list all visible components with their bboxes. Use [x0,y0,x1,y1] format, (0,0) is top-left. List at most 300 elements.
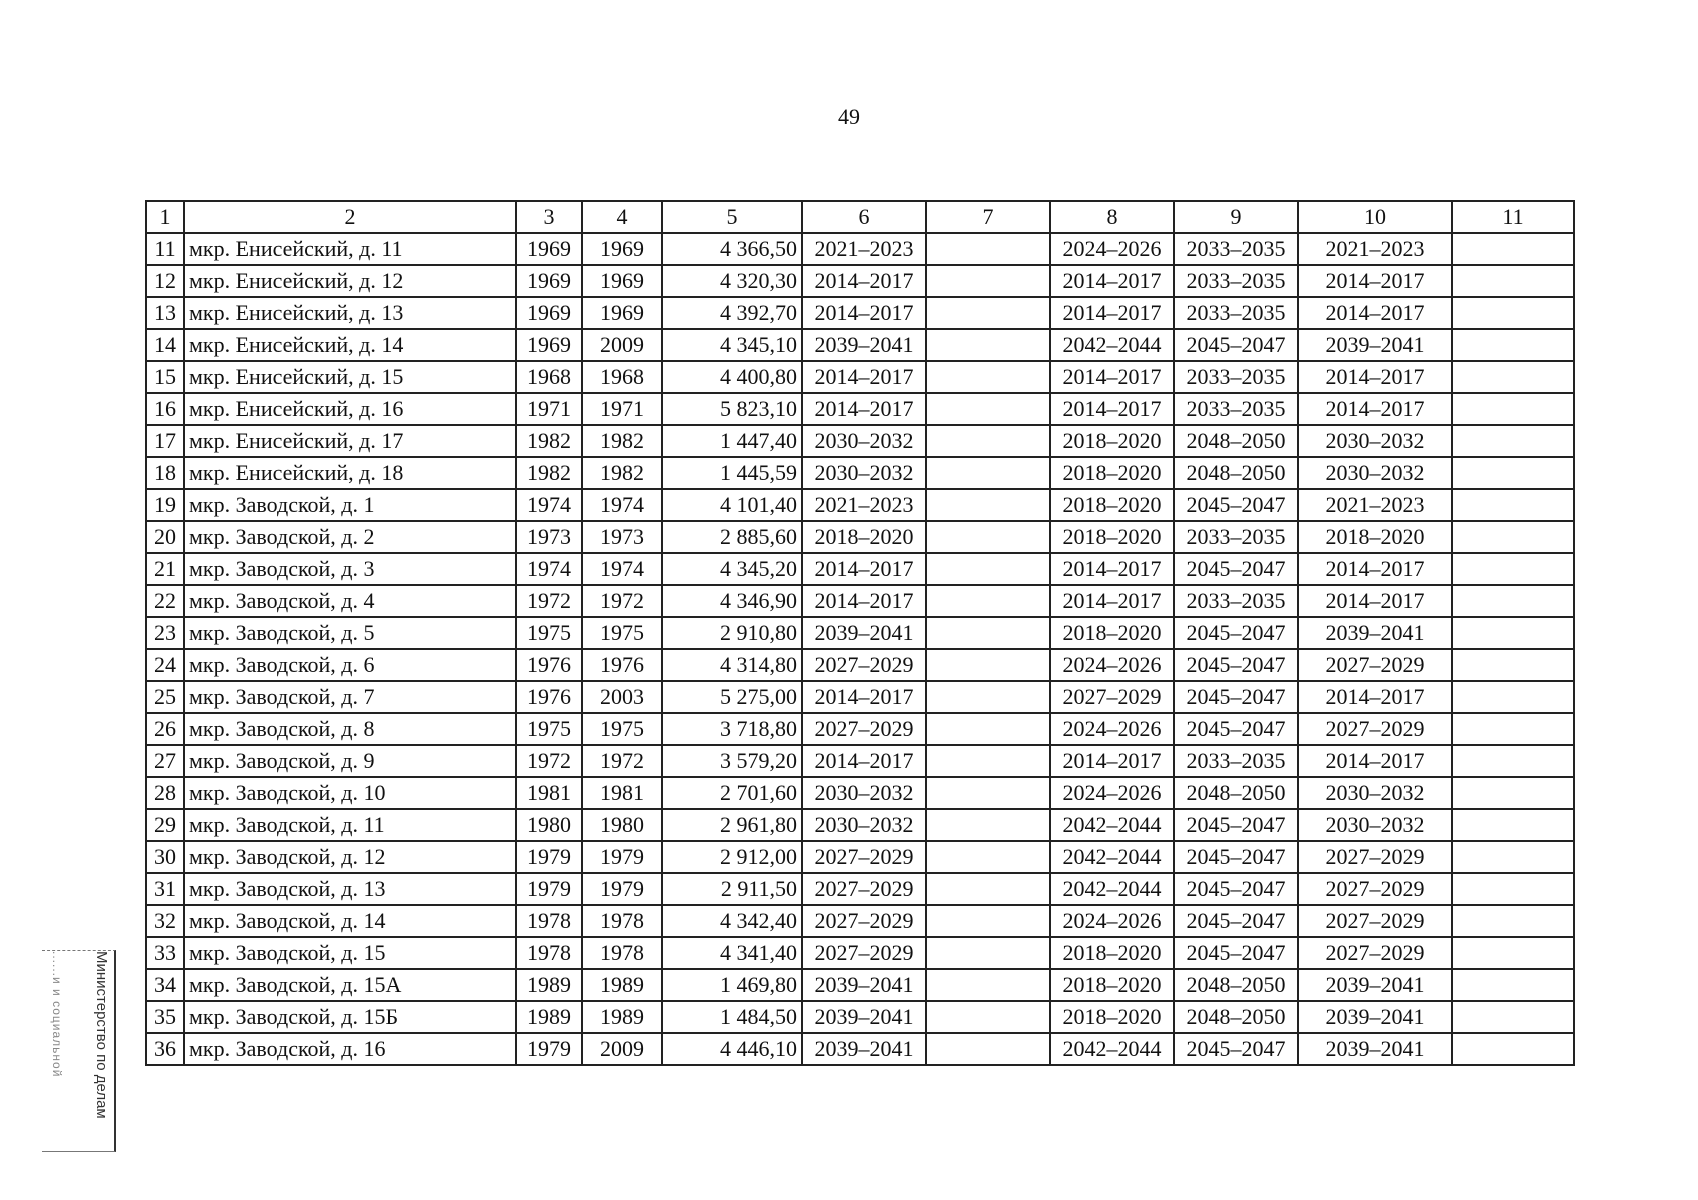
cell-period-6: 2014–2017 [802,585,926,617]
cell-year-2: 1978 [582,937,662,969]
cell-col-7 [926,745,1050,777]
table-row [146,393,1574,425]
cell-col-11 [1452,777,1574,809]
table-row [146,617,1574,649]
cell-period-9: 2048–2050 [1174,969,1298,1001]
cell-period-6: 2027–2029 [802,649,926,681]
cell-period-9: 2045–2047 [1174,905,1298,937]
table-row [146,649,1574,681]
cell-period-6: 2014–2017 [802,361,926,393]
cell-period-9: 2045–2047 [1174,617,1298,649]
cell-address: мкр. Заводской, д. 12 [184,841,516,873]
cell-address: мкр. Заводской, д. 7 [184,681,516,713]
stamp-line-1: Министерство по делам [93,951,110,1119]
cell-year-built: 1974 [516,553,582,585]
cell-period-8: 2024–2026 [1050,649,1174,681]
cell-year-2: 2009 [582,329,662,361]
column-header-10: 10 [1298,201,1452,233]
cell-period-9: 2045–2047 [1174,1033,1298,1065]
cell-address: мкр. Заводской, д. 2 [184,521,516,553]
cell-col-11 [1452,425,1574,457]
cell-col-7 [926,585,1050,617]
cell-col-7 [926,713,1050,745]
cell-period-8: 2018–2020 [1050,937,1174,969]
cell-col-11 [1452,681,1574,713]
table-row [146,521,1574,553]
cell-col-11 [1452,713,1574,745]
cell-period-6: 2027–2029 [802,905,926,937]
cell-period-6: 2039–2041 [802,329,926,361]
cell-year-built: 1972 [516,745,582,777]
cell-col-11 [1452,617,1574,649]
cell-year-2: 1979 [582,873,662,905]
cell-period-9: 2033–2035 [1174,521,1298,553]
table-row [146,1033,1574,1065]
cell-period-9: 2033–2035 [1174,585,1298,617]
cell-col-7 [926,297,1050,329]
cell-address: мкр. Енисейский, д. 11 [184,233,516,265]
cell-year-built: 1979 [516,841,582,873]
cell-year-built: 1978 [516,937,582,969]
table-body [146,233,1574,1065]
cell-period-8: 2042–2044 [1050,1033,1174,1065]
cell-period-10: 2021–2023 [1298,233,1452,265]
cell-row-number: 13 [146,297,184,329]
table-row [146,553,1574,585]
table-row [146,905,1574,937]
cell-year-built: 1979 [516,873,582,905]
cell-period-8: 2014–2017 [1050,553,1174,585]
cell-row-number: 21 [146,553,184,585]
cell-col-11 [1452,1033,1574,1065]
cell-year-2: 1980 [582,809,662,841]
cell-period-10: 2014–2017 [1298,745,1452,777]
cell-period-6: 2014–2017 [802,393,926,425]
cell-period-9: 2045–2047 [1174,489,1298,521]
table-row [146,265,1574,297]
cell-period-6: 2027–2029 [802,873,926,905]
cell-year-built: 1979 [516,1033,582,1065]
cell-address: мкр. Заводской, д. 15 [184,937,516,969]
cell-col-7 [926,809,1050,841]
cell-col-11 [1452,809,1574,841]
cell-period-6: 2039–2041 [802,1001,926,1033]
cell-year-2: 1976 [582,649,662,681]
cell-address: мкр. Заводской, д. 16 [184,1033,516,1065]
cell-period-10: 2030–2032 [1298,457,1452,489]
cell-period-10: 2014–2017 [1298,361,1452,393]
cell-period-6: 2027–2029 [802,713,926,745]
ministry-stamp [42,950,116,1152]
cell-row-number: 19 [146,489,184,521]
cell-period-8: 2014–2017 [1050,393,1174,425]
cell-year-built: 1972 [516,585,582,617]
cell-period-9: 2033–2035 [1174,265,1298,297]
data-table [145,200,1575,1066]
cell-period-8: 2014–2017 [1050,745,1174,777]
cell-year-built: 1975 [516,713,582,745]
cell-period-6: 2039–2041 [802,617,926,649]
cell-col-11 [1452,745,1574,777]
cell-col-7 [926,553,1050,585]
column-header-3: 3 [516,201,582,233]
cell-year-2: 1974 [582,553,662,585]
cell-period-9: 2033–2035 [1174,361,1298,393]
cell-col-11 [1452,521,1574,553]
cell-year-2: 1979 [582,841,662,873]
stamp-line-2: ......и и социальной [50,951,64,1078]
cell-period-9: 2045–2047 [1174,681,1298,713]
cell-col-7 [926,233,1050,265]
cell-period-10: 2014–2017 [1298,585,1452,617]
cell-period-9: 2048–2050 [1174,1001,1298,1033]
table-row [146,361,1574,393]
cell-period-8: 2014–2017 [1050,585,1174,617]
cell-area: 4 345,10 [662,329,802,361]
cell-col-7 [926,361,1050,393]
cell-col-11 [1452,1001,1574,1033]
cell-area: 1 447,40 [662,425,802,457]
table-row [146,681,1574,713]
cell-period-8: 2014–2017 [1050,297,1174,329]
cell-period-10: 2021–2023 [1298,489,1452,521]
cell-col-7 [926,457,1050,489]
cell-row-number: 31 [146,873,184,905]
cell-period-6: 2018–2020 [802,521,926,553]
cell-year-built: 1969 [516,233,582,265]
cell-year-2: 1971 [582,393,662,425]
cell-row-number: 34 [146,969,184,1001]
cell-period-6: 2027–2029 [802,841,926,873]
cell-year-2: 2003 [582,681,662,713]
cell-col-11 [1452,265,1574,297]
cell-year-2: 1989 [582,969,662,1001]
table-row [146,297,1574,329]
cell-col-7 [926,521,1050,553]
cell-period-9: 2045–2047 [1174,649,1298,681]
cell-period-8: 2018–2020 [1050,425,1174,457]
cell-period-6: 2030–2032 [802,809,926,841]
cell-row-number: 24 [146,649,184,681]
cell-area: 3 718,80 [662,713,802,745]
cell-period-6: 2039–2041 [802,1033,926,1065]
cell-period-10: 2014–2017 [1298,265,1452,297]
cell-col-11 [1452,841,1574,873]
column-header-4: 4 [582,201,662,233]
cell-row-number: 29 [146,809,184,841]
cell-year-2: 1972 [582,745,662,777]
cell-col-11 [1452,649,1574,681]
cell-address: мкр. Заводской, д. 3 [184,553,516,585]
cell-address: мкр. Енисейский, д. 16 [184,393,516,425]
cell-period-8: 2018–2020 [1050,489,1174,521]
cell-period-6: 2030–2032 [802,425,926,457]
cell-col-7 [926,489,1050,521]
cell-period-8: 2042–2044 [1050,809,1174,841]
cell-period-9: 2045–2047 [1174,329,1298,361]
cell-row-number: 20 [146,521,184,553]
cell-row-number: 15 [146,361,184,393]
cell-period-9: 2048–2050 [1174,457,1298,489]
cell-year-built: 1976 [516,681,582,713]
column-header-7: 7 [926,201,1050,233]
cell-period-10: 2027–2029 [1298,649,1452,681]
cell-period-10: 2027–2029 [1298,841,1452,873]
cell-period-9: 2045–2047 [1174,713,1298,745]
cell-row-number: 18 [146,457,184,489]
cell-period-6: 2014–2017 [802,681,926,713]
cell-period-10: 2030–2032 [1298,777,1452,809]
cell-period-8: 2027–2029 [1050,681,1174,713]
cell-year-built: 1971 [516,393,582,425]
cell-period-8: 2024–2026 [1050,233,1174,265]
cell-period-10: 2030–2032 [1298,809,1452,841]
cell-period-10: 2014–2017 [1298,681,1452,713]
cell-col-11 [1452,969,1574,1001]
cell-area: 2 961,80 [662,809,802,841]
table-row [146,585,1574,617]
cell-row-number: 30 [146,841,184,873]
table-row [146,457,1574,489]
cell-area: 4 341,40 [662,937,802,969]
cell-period-8: 2024–2026 [1050,905,1174,937]
cell-address: мкр. Енисейский, д. 17 [184,425,516,457]
cell-year-2: 2009 [582,1033,662,1065]
cell-area: 2 885,60 [662,521,802,553]
cell-period-10: 2014–2017 [1298,297,1452,329]
table-header-row [146,201,1574,233]
cell-period-8: 2018–2020 [1050,1001,1174,1033]
cell-row-number: 16 [146,393,184,425]
column-header-5: 5 [662,201,802,233]
cell-address: мкр. Енисейский, д. 15 [184,361,516,393]
cell-period-10: 2014–2017 [1298,393,1452,425]
cell-period-6: 2030–2032 [802,457,926,489]
cell-col-11 [1452,361,1574,393]
cell-area: 4 320,30 [662,265,802,297]
cell-period-10: 2039–2041 [1298,969,1452,1001]
cell-year-built: 1968 [516,361,582,393]
column-header-9: 9 [1174,201,1298,233]
cell-row-number: 26 [146,713,184,745]
table-row [146,873,1574,905]
cell-col-11 [1452,457,1574,489]
cell-year-2: 1975 [582,617,662,649]
cell-period-9: 2033–2035 [1174,297,1298,329]
cell-row-number: 28 [146,777,184,809]
cell-period-8: 2018–2020 [1050,457,1174,489]
cell-area: 1 484,50 [662,1001,802,1033]
cell-col-7 [926,969,1050,1001]
cell-col-7 [926,681,1050,713]
table-row [146,841,1574,873]
cell-col-7 [926,873,1050,905]
cell-col-7 [926,265,1050,297]
cell-year-2: 1969 [582,265,662,297]
cell-period-10: 2039–2041 [1298,1001,1452,1033]
cell-period-10: 2030–2032 [1298,425,1452,457]
cell-period-10: 2018–2020 [1298,521,1452,553]
cell-area: 1 469,80 [662,969,802,1001]
cell-period-8: 2014–2017 [1050,265,1174,297]
column-header-1: 1 [146,201,184,233]
cell-row-number: 25 [146,681,184,713]
cell-area: 2 911,50 [662,873,802,905]
cell-col-11 [1452,937,1574,969]
cell-period-10: 2027–2029 [1298,713,1452,745]
cell-col-11 [1452,585,1574,617]
cell-period-9: 2045–2047 [1174,809,1298,841]
cell-col-11 [1452,873,1574,905]
cell-period-10: 2039–2041 [1298,1033,1452,1065]
table-row [146,233,1574,265]
cell-col-11 [1452,329,1574,361]
table-row [146,425,1574,457]
cell-address: мкр. Заводской, д. 6 [184,649,516,681]
cell-period-10: 2039–2041 [1298,617,1452,649]
cell-address: мкр. Заводской, д. 1 [184,489,516,521]
table-row [146,489,1574,521]
cell-period-6: 2027–2029 [802,937,926,969]
cell-col-7 [926,425,1050,457]
cell-year-built: 1981 [516,777,582,809]
table-row [146,937,1574,969]
cell-col-7 [926,1001,1050,1033]
cell-row-number: 36 [146,1033,184,1065]
cell-address: мкр. Заводской, д. 5 [184,617,516,649]
cell-col-7 [926,905,1050,937]
cell-row-number: 33 [146,937,184,969]
cell-period-8: 2042–2044 [1050,329,1174,361]
cell-period-6: 2021–2023 [802,233,926,265]
cell-area: 2 910,80 [662,617,802,649]
table-row [146,777,1574,809]
cell-year-2: 1973 [582,521,662,553]
cell-period-8: 2024–2026 [1050,713,1174,745]
cell-address: мкр. Заводской, д. 11 [184,809,516,841]
cell-period-8: 2042–2044 [1050,841,1174,873]
cell-address: мкр. Енисейский, д. 13 [184,297,516,329]
cell-year-built: 1982 [516,425,582,457]
cell-period-8: 2018–2020 [1050,969,1174,1001]
cell-period-9: 2033–2035 [1174,233,1298,265]
cell-address: мкр. Енисейский, д. 12 [184,265,516,297]
cell-year-built: 1974 [516,489,582,521]
cell-area: 5 275,00 [662,681,802,713]
column-header-6: 6 [802,201,926,233]
table-row [146,1001,1574,1033]
cell-address: мкр. Енисейский, д. 14 [184,329,516,361]
table-row [146,329,1574,361]
cell-year-2: 1981 [582,777,662,809]
cell-year-built: 1980 [516,809,582,841]
cell-area: 1 445,59 [662,457,802,489]
cell-period-9: 2045–2047 [1174,937,1298,969]
table-row [146,809,1574,841]
cell-period-6: 2014–2017 [802,297,926,329]
cell-year-2: 1982 [582,425,662,457]
cell-col-11 [1452,297,1574,329]
cell-area: 4 400,80 [662,361,802,393]
cell-year-2: 1974 [582,489,662,521]
cell-col-7 [926,1033,1050,1065]
cell-col-11 [1452,905,1574,937]
cell-period-10: 2027–2029 [1298,905,1452,937]
cell-address: мкр. Енисейский, д. 18 [184,457,516,489]
cell-address: мкр. Заводской, д. 15Б [184,1001,516,1033]
cell-col-11 [1452,553,1574,585]
column-header-2: 2 [184,201,516,233]
cell-col-7 [926,393,1050,425]
cell-area: 4 346,90 [662,585,802,617]
cell-period-9: 2048–2050 [1174,777,1298,809]
table-row [146,969,1574,1001]
cell-period-9: 2033–2035 [1174,393,1298,425]
page-number: 49 [838,104,860,129]
cell-period-6: 2014–2017 [802,553,926,585]
cell-area: 4 314,80 [662,649,802,681]
cell-col-7 [926,937,1050,969]
cell-period-9: 2045–2047 [1174,553,1298,585]
cell-period-8: 2042–2044 [1050,873,1174,905]
column-header-11: 11 [1452,201,1574,233]
cell-period-6: 2039–2041 [802,969,926,1001]
cell-period-9: 2048–2050 [1174,425,1298,457]
cell-address: мкр. Заводской, д. 10 [184,777,516,809]
cell-year-built: 1973 [516,521,582,553]
cell-period-6: 2014–2017 [802,265,926,297]
table-row [146,745,1574,777]
cell-period-9: 2045–2047 [1174,841,1298,873]
cell-year-built: 1975 [516,617,582,649]
cell-year-built: 1969 [516,265,582,297]
cell-period-8: 2018–2020 [1050,617,1174,649]
cell-year-built: 1989 [516,1001,582,1033]
cell-area: 4 101,40 [662,489,802,521]
cell-year-2: 1969 [582,297,662,329]
cell-period-6: 2021–2023 [802,489,926,521]
cell-year-2: 1982 [582,457,662,489]
cell-col-7 [926,649,1050,681]
cell-col-7 [926,777,1050,809]
cell-year-2: 1969 [582,233,662,265]
cell-area: 4 345,20 [662,553,802,585]
cell-row-number: 27 [146,745,184,777]
cell-area: 2 701,60 [662,777,802,809]
cell-row-number: 32 [146,905,184,937]
cell-period-10: 2027–2029 [1298,937,1452,969]
cell-col-11 [1452,393,1574,425]
cell-row-number: 23 [146,617,184,649]
cell-year-2: 1968 [582,361,662,393]
cell-period-6: 2014–2017 [802,745,926,777]
cell-area: 3 579,20 [662,745,802,777]
cell-address: мкр. Заводской, д. 4 [184,585,516,617]
cell-year-2: 1989 [582,1001,662,1033]
column-header-8: 8 [1050,201,1174,233]
cell-period-10: 2027–2029 [1298,873,1452,905]
cell-col-7 [926,329,1050,361]
cell-area: 4 446,10 [662,1033,802,1065]
cell-row-number: 14 [146,329,184,361]
cell-area: 4 392,70 [662,297,802,329]
cell-period-8: 2024–2026 [1050,777,1174,809]
cell-period-8: 2018–2020 [1050,521,1174,553]
cell-period-9: 2033–2035 [1174,745,1298,777]
cell-year-2: 1972 [582,585,662,617]
cell-year-built: 1989 [516,969,582,1001]
table-row [146,713,1574,745]
